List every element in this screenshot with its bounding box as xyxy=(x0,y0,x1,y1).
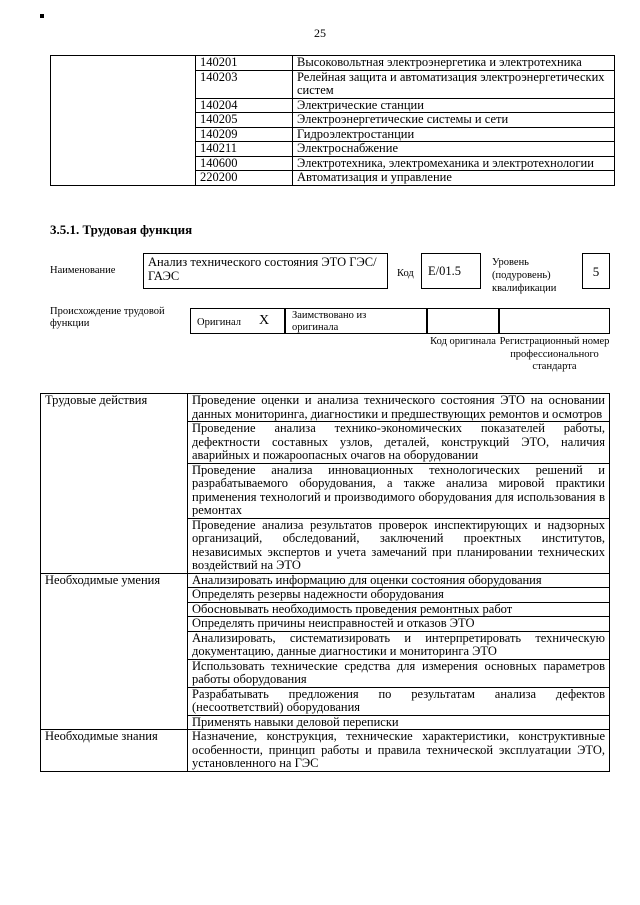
group-label: Необходимые умения xyxy=(41,573,188,730)
original-label: Оригинал xyxy=(197,317,241,328)
original-code-box xyxy=(427,308,499,334)
specialty-name: Автоматизация и управление xyxy=(293,171,615,186)
function-table xyxy=(40,393,610,772)
code-label: Код xyxy=(397,268,414,279)
specialty-name: Электрические станции xyxy=(293,98,615,113)
blank-cell xyxy=(51,56,196,186)
name-label: Наименование xyxy=(50,265,116,276)
specialty-code: 140201 xyxy=(196,56,293,71)
group-item: Определять причины неисправностей и отказов ЭТО xyxy=(188,617,610,632)
group-item: Использовать технические средства для измерения основных параметров работы оборудования xyxy=(188,659,610,687)
specialty-code: 140209 xyxy=(196,127,293,142)
group-item: Назначение, конструкция, технические характеристики, конструктивные особенности, принцип работы и правила технической эксплуатации ЭТО, установленного на ГЭС xyxy=(188,730,610,772)
group-item: Определять резервы надежности оборудования xyxy=(188,588,610,603)
page-number: 25 xyxy=(314,26,326,40)
specialty-table xyxy=(50,55,615,186)
borrowed-box xyxy=(285,308,427,334)
code-value: E/01.5 xyxy=(428,264,461,278)
specialty-name: Гидроэлектростанции xyxy=(293,127,615,142)
group-item: Разрабатывать предложения по результатам анализа дефектов (несоответствий) оборудования xyxy=(188,687,610,715)
function-name-box xyxy=(143,253,388,289)
group-item: Применять навыки деловой переписки xyxy=(188,715,610,730)
reg-number-caption: Регистрационный номер профессионального стандарта xyxy=(499,336,610,372)
specialty-code: 220200 xyxy=(196,171,293,186)
specialty-row xyxy=(51,56,615,71)
group-label: Трудовые действия xyxy=(41,394,188,574)
group-item: Обосновывать необходимость проведения ремонтных работ xyxy=(188,602,610,617)
section-title: 3.5.1. Трудовая функция xyxy=(50,222,193,237)
group-item: Анализировать информацию для оценки состояния оборудования xyxy=(188,573,610,588)
specialty-code: 140211 xyxy=(196,142,293,157)
group-item: Проведение оценки и анализа технического состояния ЭТО на основании данных мониторинга, диагностики и предшествующих ремонтов и осмотров xyxy=(188,394,610,422)
group-item: Проведение анализа технико-экономических показателей работы, дефектности составных узлов, деталей, конструкций ЭТО, наличия аварийных и пожароопасных очагов на оборудовании xyxy=(188,422,610,464)
specialty-code: 140600 xyxy=(196,156,293,171)
original-mark: X xyxy=(259,313,270,328)
group-label: Необходимые знания xyxy=(41,730,188,772)
origin-label: Происхождение трудовой функции xyxy=(50,306,165,329)
level-value: 5 xyxy=(592,264,600,279)
specialty-code: 140203 xyxy=(196,70,293,98)
specialty-name: Высоковольтная электроэнергетика и электротехника xyxy=(293,56,615,71)
specialty-name: Электроэнергетические системы и сети xyxy=(293,113,615,128)
specialty-name: Электроснабжение xyxy=(293,142,615,157)
level-box xyxy=(582,253,610,289)
group-item: Проведение анализа инновационных технологических решений и разрабатываемого оборудования, а также анализа мировой практики применения технологий и производимого оборудования для использования в ремонтах xyxy=(188,463,610,518)
borrowed-label: Заимствовано из оригинала xyxy=(292,310,367,333)
original-box xyxy=(190,308,285,334)
group-item: Анализировать, систематизировать и интерпретировать техническую документацию, данные диагностики и мониторинга ЭТО xyxy=(188,631,610,659)
level-label: Уровень (подуровень) квалификации xyxy=(492,257,557,294)
reg-number-box xyxy=(499,308,610,334)
function-name: Анализ технического состояния ЭТО ГЭС/ГАЭС xyxy=(148,255,377,283)
specialty-name: Релейная защита и автоматизация электроэнергетических систем xyxy=(293,70,615,98)
function-row xyxy=(41,394,610,422)
function-row xyxy=(41,730,610,772)
specialty-code: 140204 xyxy=(196,98,293,113)
original-code-caption: Код оригинала xyxy=(430,336,496,347)
function-row xyxy=(41,573,610,588)
scan-mark xyxy=(40,14,44,18)
specialty-name: Электротехника, электромеханика и электротехнологии xyxy=(293,156,615,171)
code-box xyxy=(421,253,481,289)
specialty-code: 140205 xyxy=(196,113,293,128)
group-item: Проведение анализа результатов проверок инспектирующих и надзорных организаций, обследований, заключений проектных институтов, независимых экспертов и учета замечаний при планировании технических воздействий на ЭТО xyxy=(188,518,610,573)
